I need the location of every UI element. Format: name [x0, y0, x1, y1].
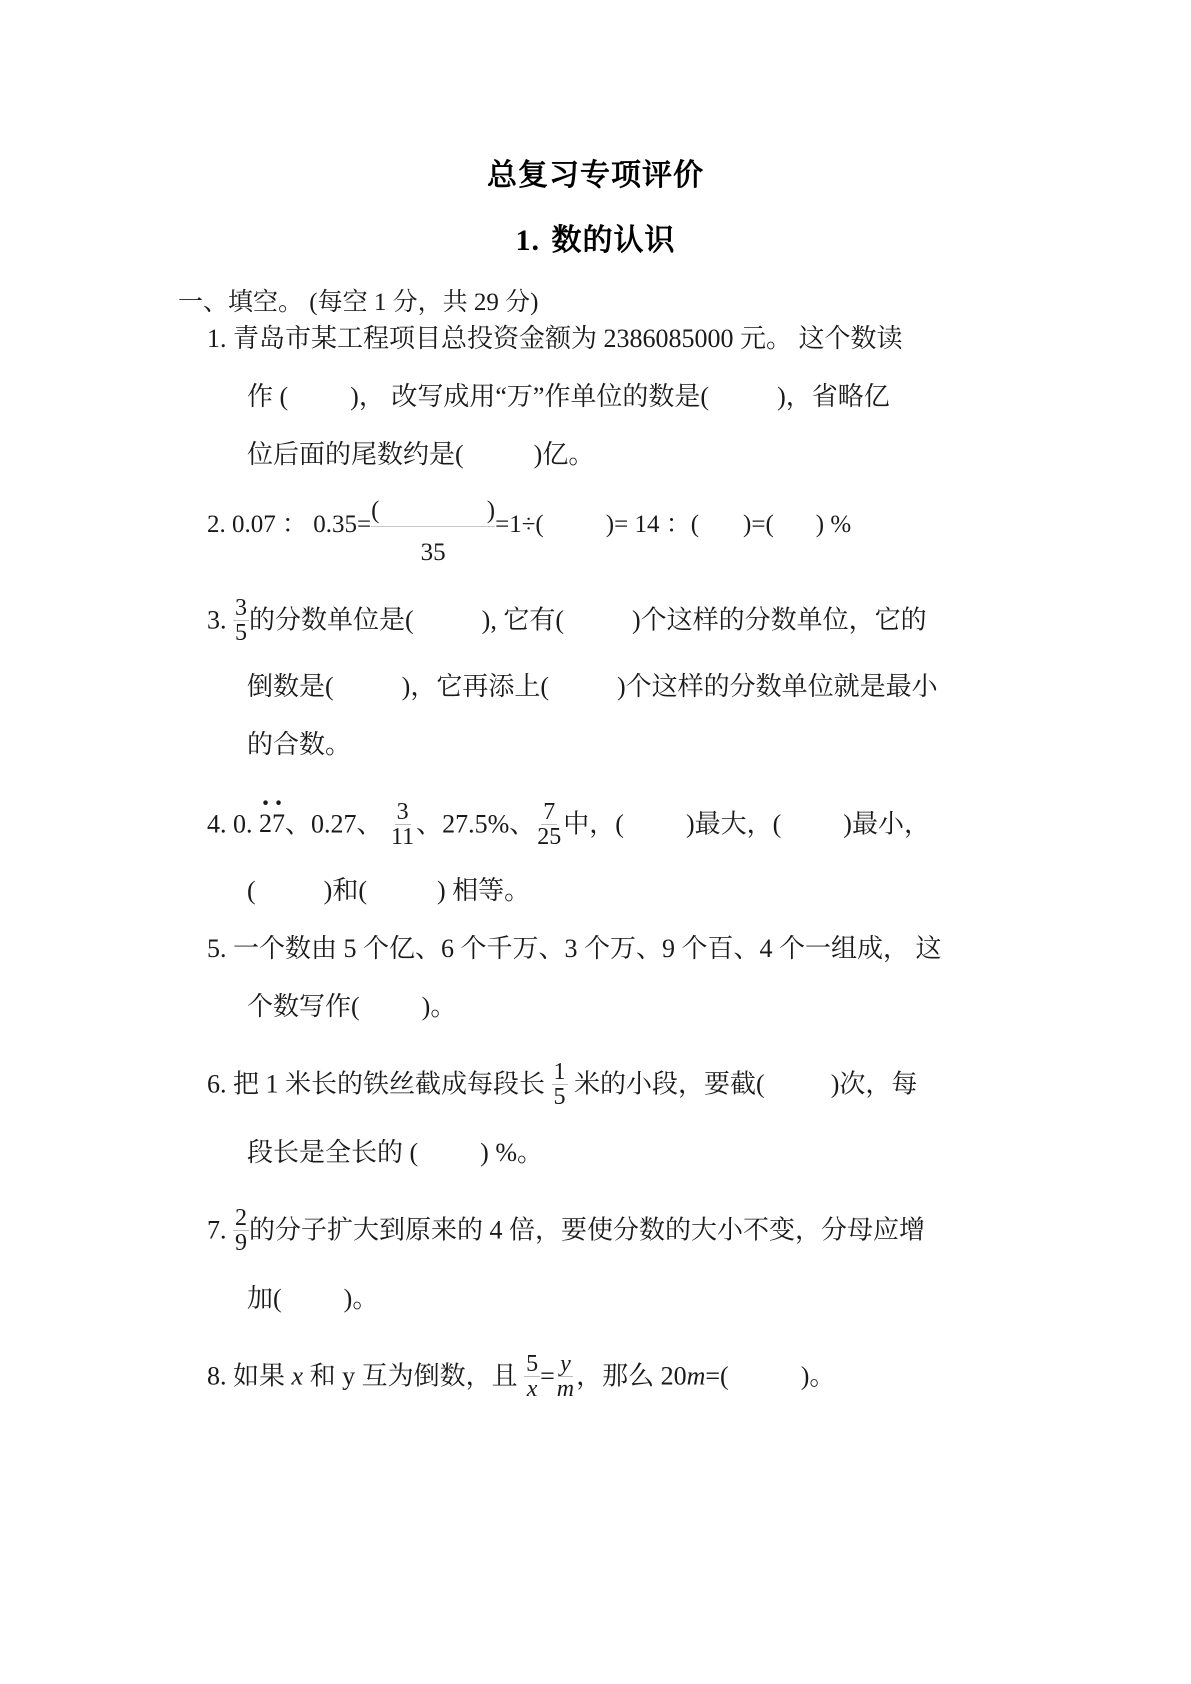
q3-line1: 3. $\frac{3}{5}$ 的分数单位是( ), 它有( )个这样的分数单位，它的: [207, 595, 927, 646]
fraction-3-5: $\frac{3}{5}$: [235, 595, 247, 646]
fraction-1-5: $\frac{1}{5}$: [553, 1059, 566, 1110]
section-scoring: (每空 1 分，共 29 分): [309, 289, 539, 316]
q3-line3: 的合数。: [247, 730, 352, 759]
q1-line3: 位后面的尾数约是( )亿。: [247, 440, 595, 469]
fraction-7-25: $\frac{7}{25}$: [537, 799, 562, 850]
q3-line2: 倒数是( )，它再添上( )个这样的分数单位就是最小: [247, 672, 938, 701]
fraction-y-m: $\frac{y}{m}$: [556, 1351, 575, 1402]
q5-line1: 5. 一个数由 5 个亿、6 个千万、3 个万、9 个百、4 个一组成， 这: [207, 934, 942, 963]
q2-fraction: ( ) 35: [371, 497, 496, 566]
q8-line1: 8. 如果 x 和 y 互为倒数，且 $\frac{5}{x}$ = $\frac{y}{m}$ ，那么 20m=( )。: [207, 1351, 836, 1402]
q2-line: 2. 0.07 ： 0.35= ( ) 35 =1÷( )= 14 ：( )=( ) %: [207, 497, 852, 566]
q7-line2: 加( )。: [247, 1284, 379, 1313]
fraction-3-11: $\frac{3}{11}$: [391, 799, 415, 850]
repeating-digit: · 7: [272, 809, 285, 839]
q6-line1: 6. 把 1 米长的铁丝截成每段长 $\frac{1}{5}$ 米的小段，要截( )次，每: [207, 1059, 918, 1110]
section-label: 一、填空。: [178, 289, 304, 316]
q4-line2: ( )和( ) 相等。: [247, 876, 531, 905]
q1-line2: 作 ( )， 改写成用“万”作单位的数是( )，省略亿: [247, 382, 890, 411]
q1-line1: 1. 青岛市某工程项目总投资金额为 2386085000 元。 这个数读: [207, 324, 903, 353]
section-header: [178, 282, 538, 318]
page-subtitle: [0, 215, 1191, 259]
repeating-digit: · 2: [259, 809, 272, 839]
subtitle-text: 数的认识: [551, 223, 676, 258]
fraction-2-9: $\frac{2}{9}$: [235, 1205, 247, 1256]
q6-line2: 段长是全长的 ( ) %。: [247, 1138, 543, 1167]
page-title: 总复习专项评价: [487, 158, 704, 193]
fraction-5-x: $\frac{5}{x}$: [526, 1351, 539, 1402]
subtitle-number: 1.: [515, 224, 541, 257]
q5-line2: 个数写作( )。: [247, 992, 457, 1021]
q7-line1: 7. $\frac{2}{9}$ 的分子扩大到原来的 4 倍，要使分数的大小不变，分母应增: [207, 1205, 926, 1256]
q4-line1: 4. 0. · 2· 7、0.27、 $\frac{3}{11}$ 、27.5%、 $\frac{7}{25}$ 中，( )最大，( )最小，: [207, 802, 930, 851]
